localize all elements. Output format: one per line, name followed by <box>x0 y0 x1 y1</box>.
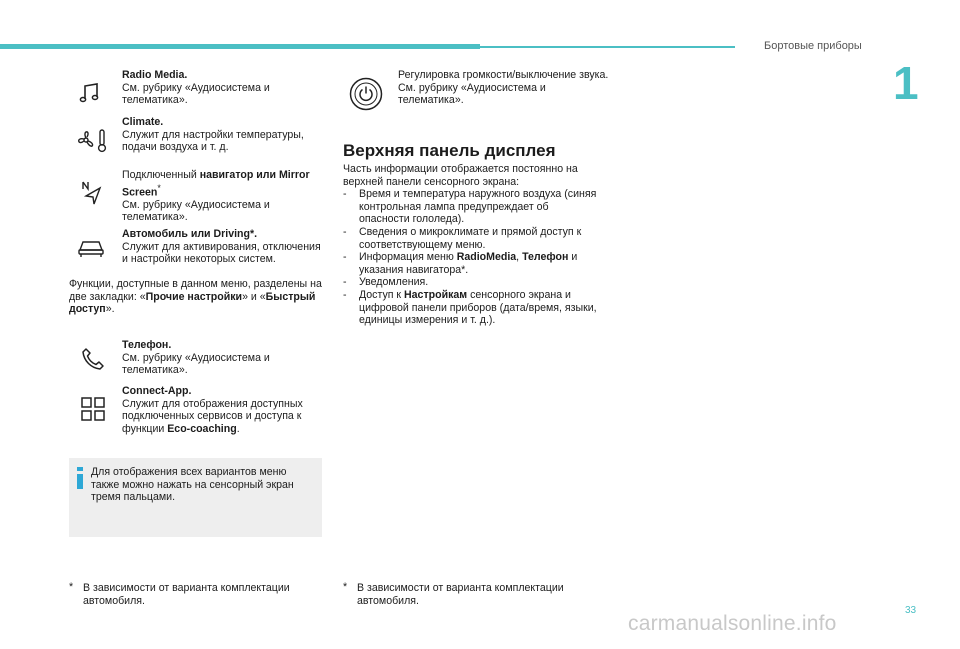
item-pre: Подключенный <box>122 169 200 181</box>
item-title: Radio Media. <box>122 69 188 81</box>
car-icon <box>75 233 107 261</box>
item-title: Автомобиль или Driving*. <box>122 228 258 240</box>
right-footnote: * В зависимости от варианта комплектации автомобиля. <box>343 581 564 607</box>
tabs-paragraph: Функции, доступные в данном меню, разделены на две закладки: «Прочие настройки» и «Быстрый доступ». <box>69 278 322 316</box>
list-item: - Информация меню RadioMedia, Телефон и указания навигатора*. <box>343 251 598 276</box>
music-note-icon <box>76 79 104 107</box>
navigation-arrow-icon <box>80 180 108 208</box>
apps-grid-icon <box>79 395 107 423</box>
tab-other-settings: Прочие настройки <box>145 290 243 303</box>
item-title: Climate. <box>122 116 164 128</box>
section-heading: Верхняя панель дисплея <box>343 141 556 160</box>
list-item: - Доступ к Настройкам сенсорного экрана и цифровой панели приборов (дата/время, языки, единицы измерения и т. д.). <box>343 289 598 327</box>
fan-temperature-icon <box>74 126 110 154</box>
item-climate <box>122 116 322 154</box>
power-icon <box>349 77 383 111</box>
phone-icon <box>79 345 107 373</box>
info-text: Для отображения всех вариантов меню также можно нажать на сенсорный экран тремя пальцами. <box>91 466 294 504</box>
item-phone <box>122 339 322 377</box>
watermark: carmanualsonline.info <box>628 612 837 635</box>
item-connect-app: Connect-App. Служит для отображения доступных подключенных сервисов и доступа к функции Eco-coaching. <box>122 385 322 435</box>
item-vehicle <box>122 228 322 266</box>
item-text: Служит для активирования, отключения и настройки некоторых систем. <box>122 240 321 266</box>
item-navigator <box>122 169 322 224</box>
left-footnote: * В зависимости от варианта комплектации автомобиля. <box>69 581 290 607</box>
item-radio-media <box>122 69 322 107</box>
power-item-text: Регулировка громкости/выключение звука. См. рубрику «Аудиосистема и телематика». <box>398 69 609 107</box>
item-title: Телефон. <box>122 339 172 351</box>
tab-quick-access: Быстрый доступ <box>69 290 316 316</box>
list-item: - Сведения о микроклимате и прямой доступ к соответствующему меню. <box>343 226 598 251</box>
item-text: Служит для настройки температуры, подачи воздуха и т. д. <box>122 128 304 154</box>
info-icon <box>76 467 84 493</box>
item-text: См. рубрику «Аудиосистема и телематика». <box>122 351 270 377</box>
section-title: Бортовые приборы <box>764 40 862 52</box>
list-item: - Уведомления. <box>343 276 598 289</box>
item-text: См. рубрику «Аудиосистема и телематика». <box>122 81 270 107</box>
eco-coaching-label: Eco-coaching <box>167 422 237 435</box>
item-text: См. рубрику «Аудиосистема и телематика». <box>122 198 270 224</box>
top-panel-description <box>343 163 598 327</box>
top-accent-bar <box>0 44 480 49</box>
list-item: - Время и температура наружного воздуха (синяя контрольная лампа предупреждает об опасности гололеда). <box>343 188 598 226</box>
info-list <box>343 188 598 327</box>
item-title: Connect-App. <box>122 385 192 397</box>
item-text: Служит для отображения доступных подключенных сервисов и доступа к функции <box>122 397 303 435</box>
intro-text: Часть информации отображается постоянно на верхней панели сенсорного экрана: <box>343 163 578 188</box>
item-star: * <box>157 182 161 193</box>
chapter-number: 1 <box>893 57 919 109</box>
item-title: навигатор или Mirror Screen <box>122 169 310 199</box>
page-number: 33 <box>905 605 917 616</box>
top-accent-line <box>480 46 735 48</box>
